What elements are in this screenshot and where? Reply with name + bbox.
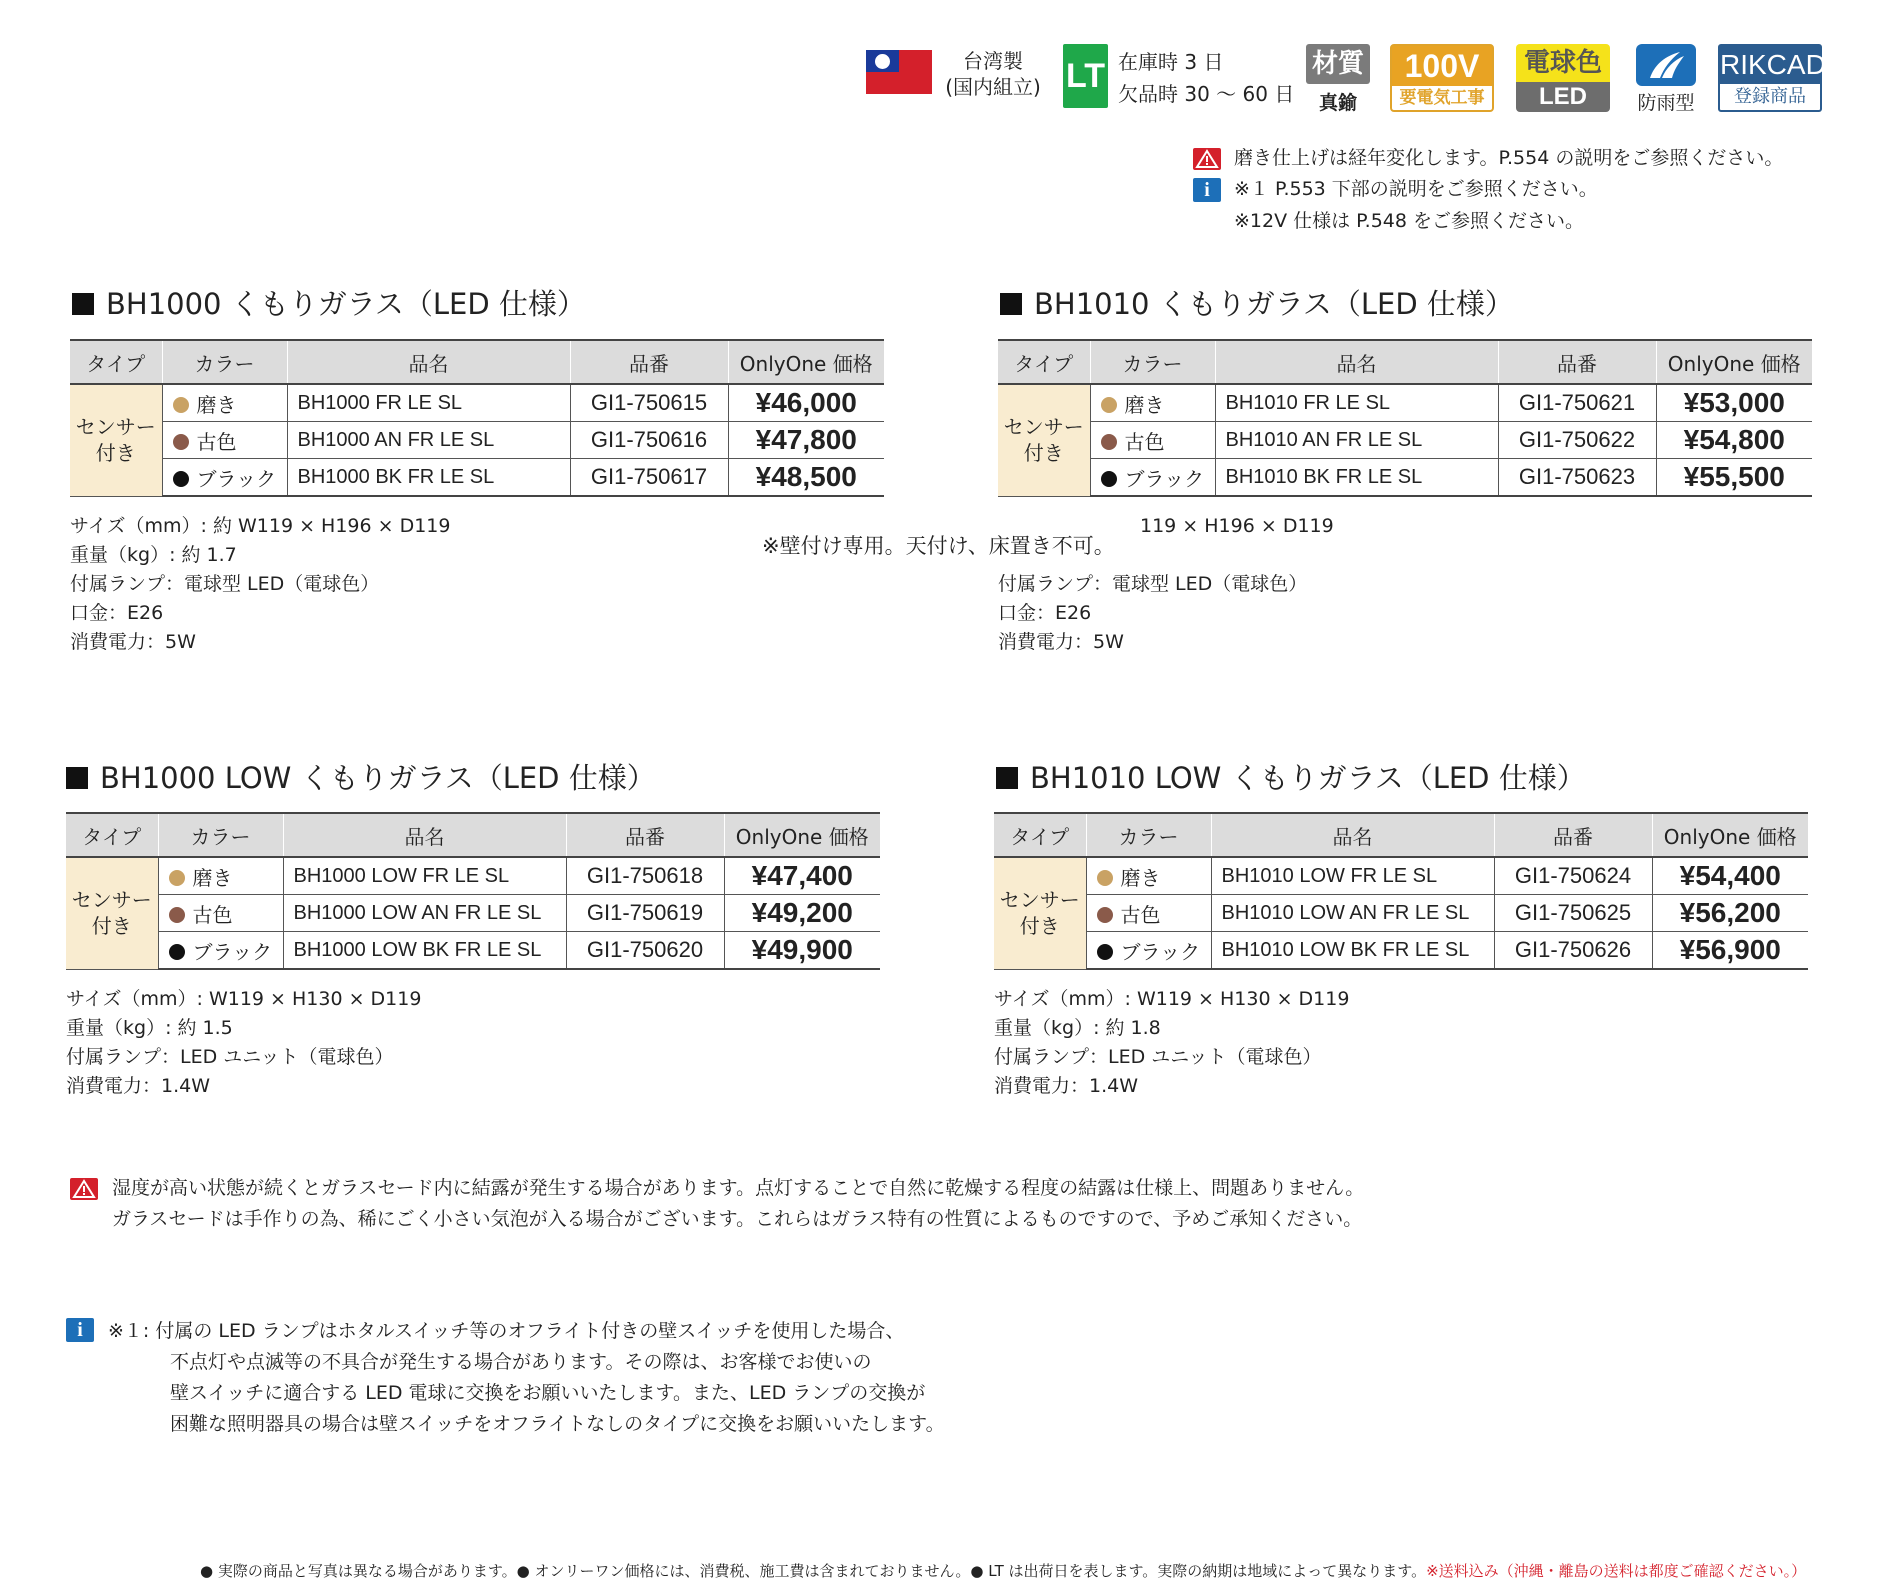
color-cell: 磨き bbox=[1086, 857, 1211, 895]
price-table bbox=[994, 812, 1808, 970]
color-cell: 古色 bbox=[162, 422, 287, 459]
black-swatch-icon bbox=[173, 471, 189, 487]
led-note: ※１: 付属の LED ランプはホタルスイッチ等のオフライト付きの壁スイッチを使用した場合、 不点灯や点滅等の不具合が発生する場合があります。その際は、お客様でお使いの 壁スイッチに適合する LED 電球に交換をお願いいたします。また、LED ランプの交換が 困難な照明器具の場合は壁スイッチをオフライトなしのタイプに交換をお願いいたします。 bbox=[108, 1320, 945, 1435]
header-code: 品番 bbox=[1494, 813, 1652, 857]
color-cell: 古色 bbox=[158, 895, 283, 932]
taiwan-flag-icon bbox=[866, 50, 932, 94]
product-name: BH1010 BK FR LE SL bbox=[1215, 459, 1498, 497]
price-table bbox=[70, 339, 884, 497]
header-color: カラー bbox=[1086, 813, 1211, 857]
black-swatch-icon bbox=[1101, 471, 1117, 487]
product-price: ¥47,800 bbox=[728, 422, 884, 459]
black-swatch-icon bbox=[1097, 944, 1113, 960]
polished-swatch-icon bbox=[173, 397, 189, 413]
antique-swatch-icon bbox=[173, 434, 189, 450]
wall-mount-note: ※壁付け専用。天付け、床置き不可。 bbox=[762, 534, 1115, 558]
rainproof-icon bbox=[1636, 44, 1696, 86]
product-code: GI1-750623 bbox=[1498, 459, 1656, 497]
section-title: BH1000 LOW くもりガラス（LED 仕様） bbox=[66, 756, 656, 797]
section-title: BH1010 くもりガラス（LED 仕様） bbox=[1000, 282, 1514, 323]
product-code: GI1-750615 bbox=[570, 384, 728, 422]
product-code: GI1-750619 bbox=[566, 895, 724, 932]
table-row bbox=[994, 857, 1808, 895]
header-price: OnlyOne 価格 bbox=[728, 340, 884, 384]
header-price: OnlyOne 価格 bbox=[1652, 813, 1808, 857]
header-name: 品名 bbox=[283, 813, 566, 857]
footer-note: ● 実際の商品と写真は異なる場合があります。● オンリーワン価格には、消費税、施工費は含まれておりません。● LT は出荷日を表します。実際の納期は地域によって異なります。※送料込み（沖縄・離島の送料は都度ご確認ください。） bbox=[200, 1562, 1807, 1580]
table-row bbox=[994, 932, 1808, 970]
spec-size-fragment: 119 × H196 × D119 bbox=[1140, 515, 1334, 537]
product-name: BH1000 LOW FR LE SL bbox=[283, 857, 566, 895]
table-row bbox=[70, 384, 884, 422]
header-type: タイプ bbox=[994, 813, 1086, 857]
product-price: ¥54,400 bbox=[1652, 857, 1808, 895]
polished-swatch-icon bbox=[169, 870, 185, 886]
rainproof-label: 防雨型 bbox=[1637, 92, 1695, 114]
product-name: BH1010 LOW AN FR LE SL bbox=[1211, 895, 1494, 932]
info-note-line2: ※12V 仕様は P.548 をご参照ください。 bbox=[1234, 210, 1585, 232]
type-cell: センサー 付き bbox=[994, 857, 1086, 969]
color-cell: ブラック bbox=[1086, 932, 1211, 970]
header-price: OnlyOne 価格 bbox=[724, 813, 880, 857]
table-row bbox=[70, 422, 884, 459]
product-code: GI1-750625 bbox=[1494, 895, 1652, 932]
section-title: BH1000 くもりガラス（LED 仕様） bbox=[72, 282, 586, 323]
product-name: BH1000 BK FR LE SL bbox=[287, 459, 570, 497]
spec-list: サイズ（mm）: W119 × H130 × D119 重量（kg）: 約 1.5 付属ランプ：LED ユニット（電球色） 消費電力：1.4W bbox=[66, 988, 422, 1097]
type-cell: センサー 付き bbox=[998, 384, 1090, 496]
bulb-color-badge: 電球色 LED bbox=[1516, 44, 1610, 112]
product-code: GI1-750626 bbox=[1494, 932, 1652, 970]
product-price: ¥47,400 bbox=[724, 857, 880, 895]
header-price: OnlyOne 価格 bbox=[1656, 340, 1812, 384]
condensation-note: 湿度が高い状態が続くとガラスセード内に結露が発生する場合があります。点灯することで自然に乾燥する程度の結露は仕様上、問題ありません。 ガラスセードは手作りの為、稀にごく小さい気泡が入る場合がございます。これらはガラス特有の性質によるものですので、予めご承知ください。 bbox=[112, 1177, 1365, 1230]
price-table bbox=[66, 812, 880, 970]
product-price: ¥54,800 bbox=[1656, 422, 1812, 459]
info-note-line1: ※１ P.553 下部の説明をご参照ください。 bbox=[1234, 178, 1598, 200]
material-icon: 材質 bbox=[1306, 44, 1370, 84]
spec-list: 付属ランプ：電球型 LED（電球色） 口金：E26 消費電力：5W bbox=[998, 573, 1308, 653]
product-code: GI1-750621 bbox=[1498, 384, 1656, 422]
product-name: BH1010 AN FR LE SL bbox=[1215, 422, 1498, 459]
table-row bbox=[66, 857, 880, 895]
color-cell: ブラック bbox=[162, 459, 287, 497]
color-cell: ブラック bbox=[158, 932, 283, 970]
origin-label: 台湾製 (国内組立) bbox=[945, 49, 1041, 99]
product-name: BH1000 LOW BK FR LE SL bbox=[283, 932, 566, 970]
header-name: 品名 bbox=[1215, 340, 1498, 384]
header-color: カラー bbox=[1090, 340, 1215, 384]
product-code: GI1-750617 bbox=[570, 459, 728, 497]
product-price: ¥49,200 bbox=[724, 895, 880, 932]
product-price: ¥53,000 bbox=[1656, 384, 1812, 422]
product-price: ¥46,000 bbox=[728, 384, 884, 422]
color-cell: 磨き bbox=[158, 857, 283, 895]
product-code: GI1-750618 bbox=[566, 857, 724, 895]
color-cell: 古色 bbox=[1086, 895, 1211, 932]
table-row bbox=[998, 384, 1812, 422]
polished-swatch-icon bbox=[1097, 870, 1113, 886]
antique-swatch-icon bbox=[1101, 434, 1117, 450]
product-price: ¥56,900 bbox=[1652, 932, 1808, 970]
table-row bbox=[998, 422, 1812, 459]
color-cell: 磨き bbox=[1090, 384, 1215, 422]
warning-icon bbox=[70, 1178, 98, 1200]
voltage-badge: 100V 要電気工事 bbox=[1390, 44, 1494, 112]
product-price: ¥56,200 bbox=[1652, 895, 1808, 932]
product-name: BH1000 LOW AN FR LE SL bbox=[283, 895, 566, 932]
info-icon: i bbox=[1193, 178, 1221, 202]
color-cell: ブラック bbox=[1090, 459, 1215, 497]
table-row bbox=[70, 459, 884, 497]
header-code: 品番 bbox=[1498, 340, 1656, 384]
type-cell: センサー 付き bbox=[66, 857, 158, 969]
product-code: GI1-750622 bbox=[1498, 422, 1656, 459]
product-price: ¥49,900 bbox=[724, 932, 880, 970]
warning-icon bbox=[1193, 148, 1221, 170]
spec-list: サイズ（mm）: W119 × H130 × D119 重量（kg）: 約 1.8 付属ランプ：LED ユニット（電球色） 消費電力：1.4W bbox=[994, 988, 1350, 1097]
header-name: 品名 bbox=[287, 340, 570, 384]
material-value: 真鍮 bbox=[1318, 92, 1357, 114]
header-type: タイプ bbox=[66, 813, 158, 857]
rikcad-badge: RIKCAD 登録商品 bbox=[1718, 44, 1822, 112]
header-type: タイプ bbox=[998, 340, 1090, 384]
type-cell: センサー 付き bbox=[70, 384, 162, 496]
product-name: BH1000 FR LE SL bbox=[287, 384, 570, 422]
product-code: GI1-750620 bbox=[566, 932, 724, 970]
header-code: 品番 bbox=[570, 340, 728, 384]
product-name: BH1010 LOW BK FR LE SL bbox=[1211, 932, 1494, 970]
header-color: カラー bbox=[158, 813, 283, 857]
info-icon: i bbox=[66, 1318, 94, 1342]
product-code: GI1-750624 bbox=[1494, 857, 1652, 895]
color-cell: 磨き bbox=[162, 384, 287, 422]
table-row bbox=[66, 895, 880, 932]
header-code: 品番 bbox=[566, 813, 724, 857]
black-swatch-icon bbox=[169, 944, 185, 960]
color-cell: 古色 bbox=[1090, 422, 1215, 459]
product-name: BH1010 FR LE SL bbox=[1215, 384, 1498, 422]
header-name: 品名 bbox=[1211, 813, 1494, 857]
lead-time-text: 在庫時 3 日 欠品時 30 〜 60 日 bbox=[1118, 50, 1295, 106]
table-row bbox=[998, 459, 1812, 497]
spec-list: サイズ（mm）: 約 W119 × H196 × D119 重量（kg）: 約 1.7 付属ランプ：電球型 LED（電球色） 口金：E26 消費電力：5W bbox=[70, 515, 451, 653]
antique-swatch-icon bbox=[169, 907, 185, 923]
polish-warning-text: 磨き仕上げは経年変化します。P.554 の説明をご参照ください。 bbox=[1234, 147, 1784, 169]
price-table bbox=[998, 339, 1812, 497]
product-name: BH1010 LOW FR LE SL bbox=[1211, 857, 1494, 895]
product-price: ¥48,500 bbox=[728, 459, 884, 497]
table-row bbox=[66, 932, 880, 970]
section-title: BH1010 LOW くもりガラス（LED 仕様） bbox=[996, 756, 1586, 797]
antique-swatch-icon bbox=[1097, 907, 1113, 923]
product-price: ¥55,500 bbox=[1656, 459, 1812, 497]
polished-swatch-icon bbox=[1101, 397, 1117, 413]
header-type: タイプ bbox=[70, 340, 162, 384]
lt-icon: LT bbox=[1063, 44, 1108, 108]
table-row bbox=[994, 895, 1808, 932]
product-code: GI1-750616 bbox=[570, 422, 728, 459]
product-name: BH1000 AN FR LE SL bbox=[287, 422, 570, 459]
header-color: カラー bbox=[162, 340, 287, 384]
